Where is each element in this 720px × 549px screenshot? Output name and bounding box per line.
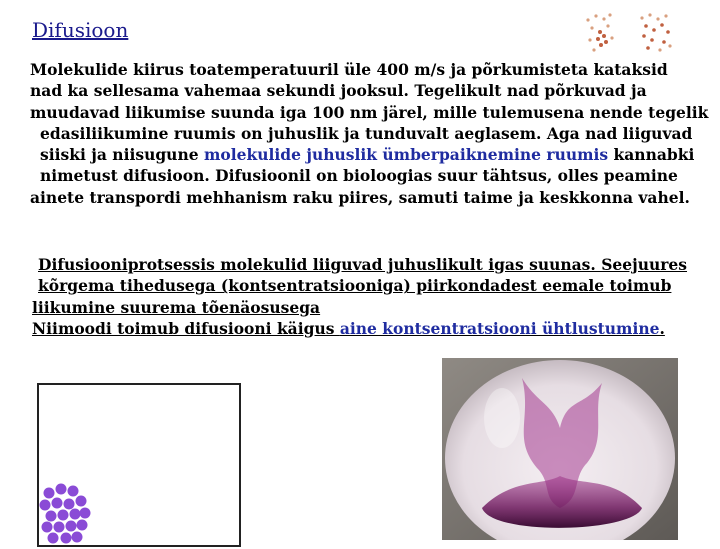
paragraph-diffusion-process	[32, 254, 692, 339]
text-line: muudavad liikumise suunda iga 100 nm järel, mille tulemusena nende tegelik	[30, 102, 709, 122]
text-line: ainete transpordi mehhanism raku piires, samuti taime ja keskkonna vahel.	[30, 187, 690, 207]
link-concentration-equalization[interactable]: aine kontsentratsiooni ühtlustumine	[339, 318, 660, 338]
thumbnail-after	[640, 13, 671, 51]
text-line: nad ka sellesama vahemaa sekundi jooksul. Tegelikult nad põrkuvad ja	[30, 81, 647, 101]
highlight-random-motion: molekulide juhuslik ümberpaiknemine ruumis	[203, 145, 609, 165]
paragraph-molecular-motion	[30, 59, 709, 208]
diffusion-thumbnails	[580, 10, 690, 62]
text-fragment: kannabki	[608, 145, 695, 165]
thumbnail-before	[586, 13, 613, 51]
molecule-cluster	[39, 385, 239, 545]
text-line: Difusiooniprotsessis molekulid liiguvad juhuslikult igas suunas. Seejuures	[38, 255, 688, 274]
dye-diffusion-flask-photo	[442, 358, 678, 540]
text-line: edasiliikumine ruumis on juhuslik ja tunduvalt aeglasem. Aga nad liiguvad	[40, 123, 693, 143]
diffusion-animation-box	[37, 383, 241, 547]
text-fragment: .	[659, 318, 665, 338]
text-line	[30, 144, 700, 165]
page-title[interactable]: Difusioon	[32, 18, 129, 42]
text-line: nimetust difusioon. Difusioonil on bioloogias suur tähtsus, olles peamine	[40, 166, 678, 186]
text-fragment: Niimoodi toimub difusiooni käigus	[32, 318, 340, 338]
text-line: Molekulide kiirus toatemperatuuril üle 400 m/s ja põrkumisteta kataksid	[30, 60, 668, 79]
text-line	[32, 318, 692, 339]
text-line: liikumine suurema tõenäosusega	[32, 297, 321, 317]
text-fragment: siiski ja niisugune	[40, 145, 204, 165]
text-line: kõrgema tihedusega (kontsentratsiooniga) piirkondadest eemale toimub	[38, 276, 672, 296]
